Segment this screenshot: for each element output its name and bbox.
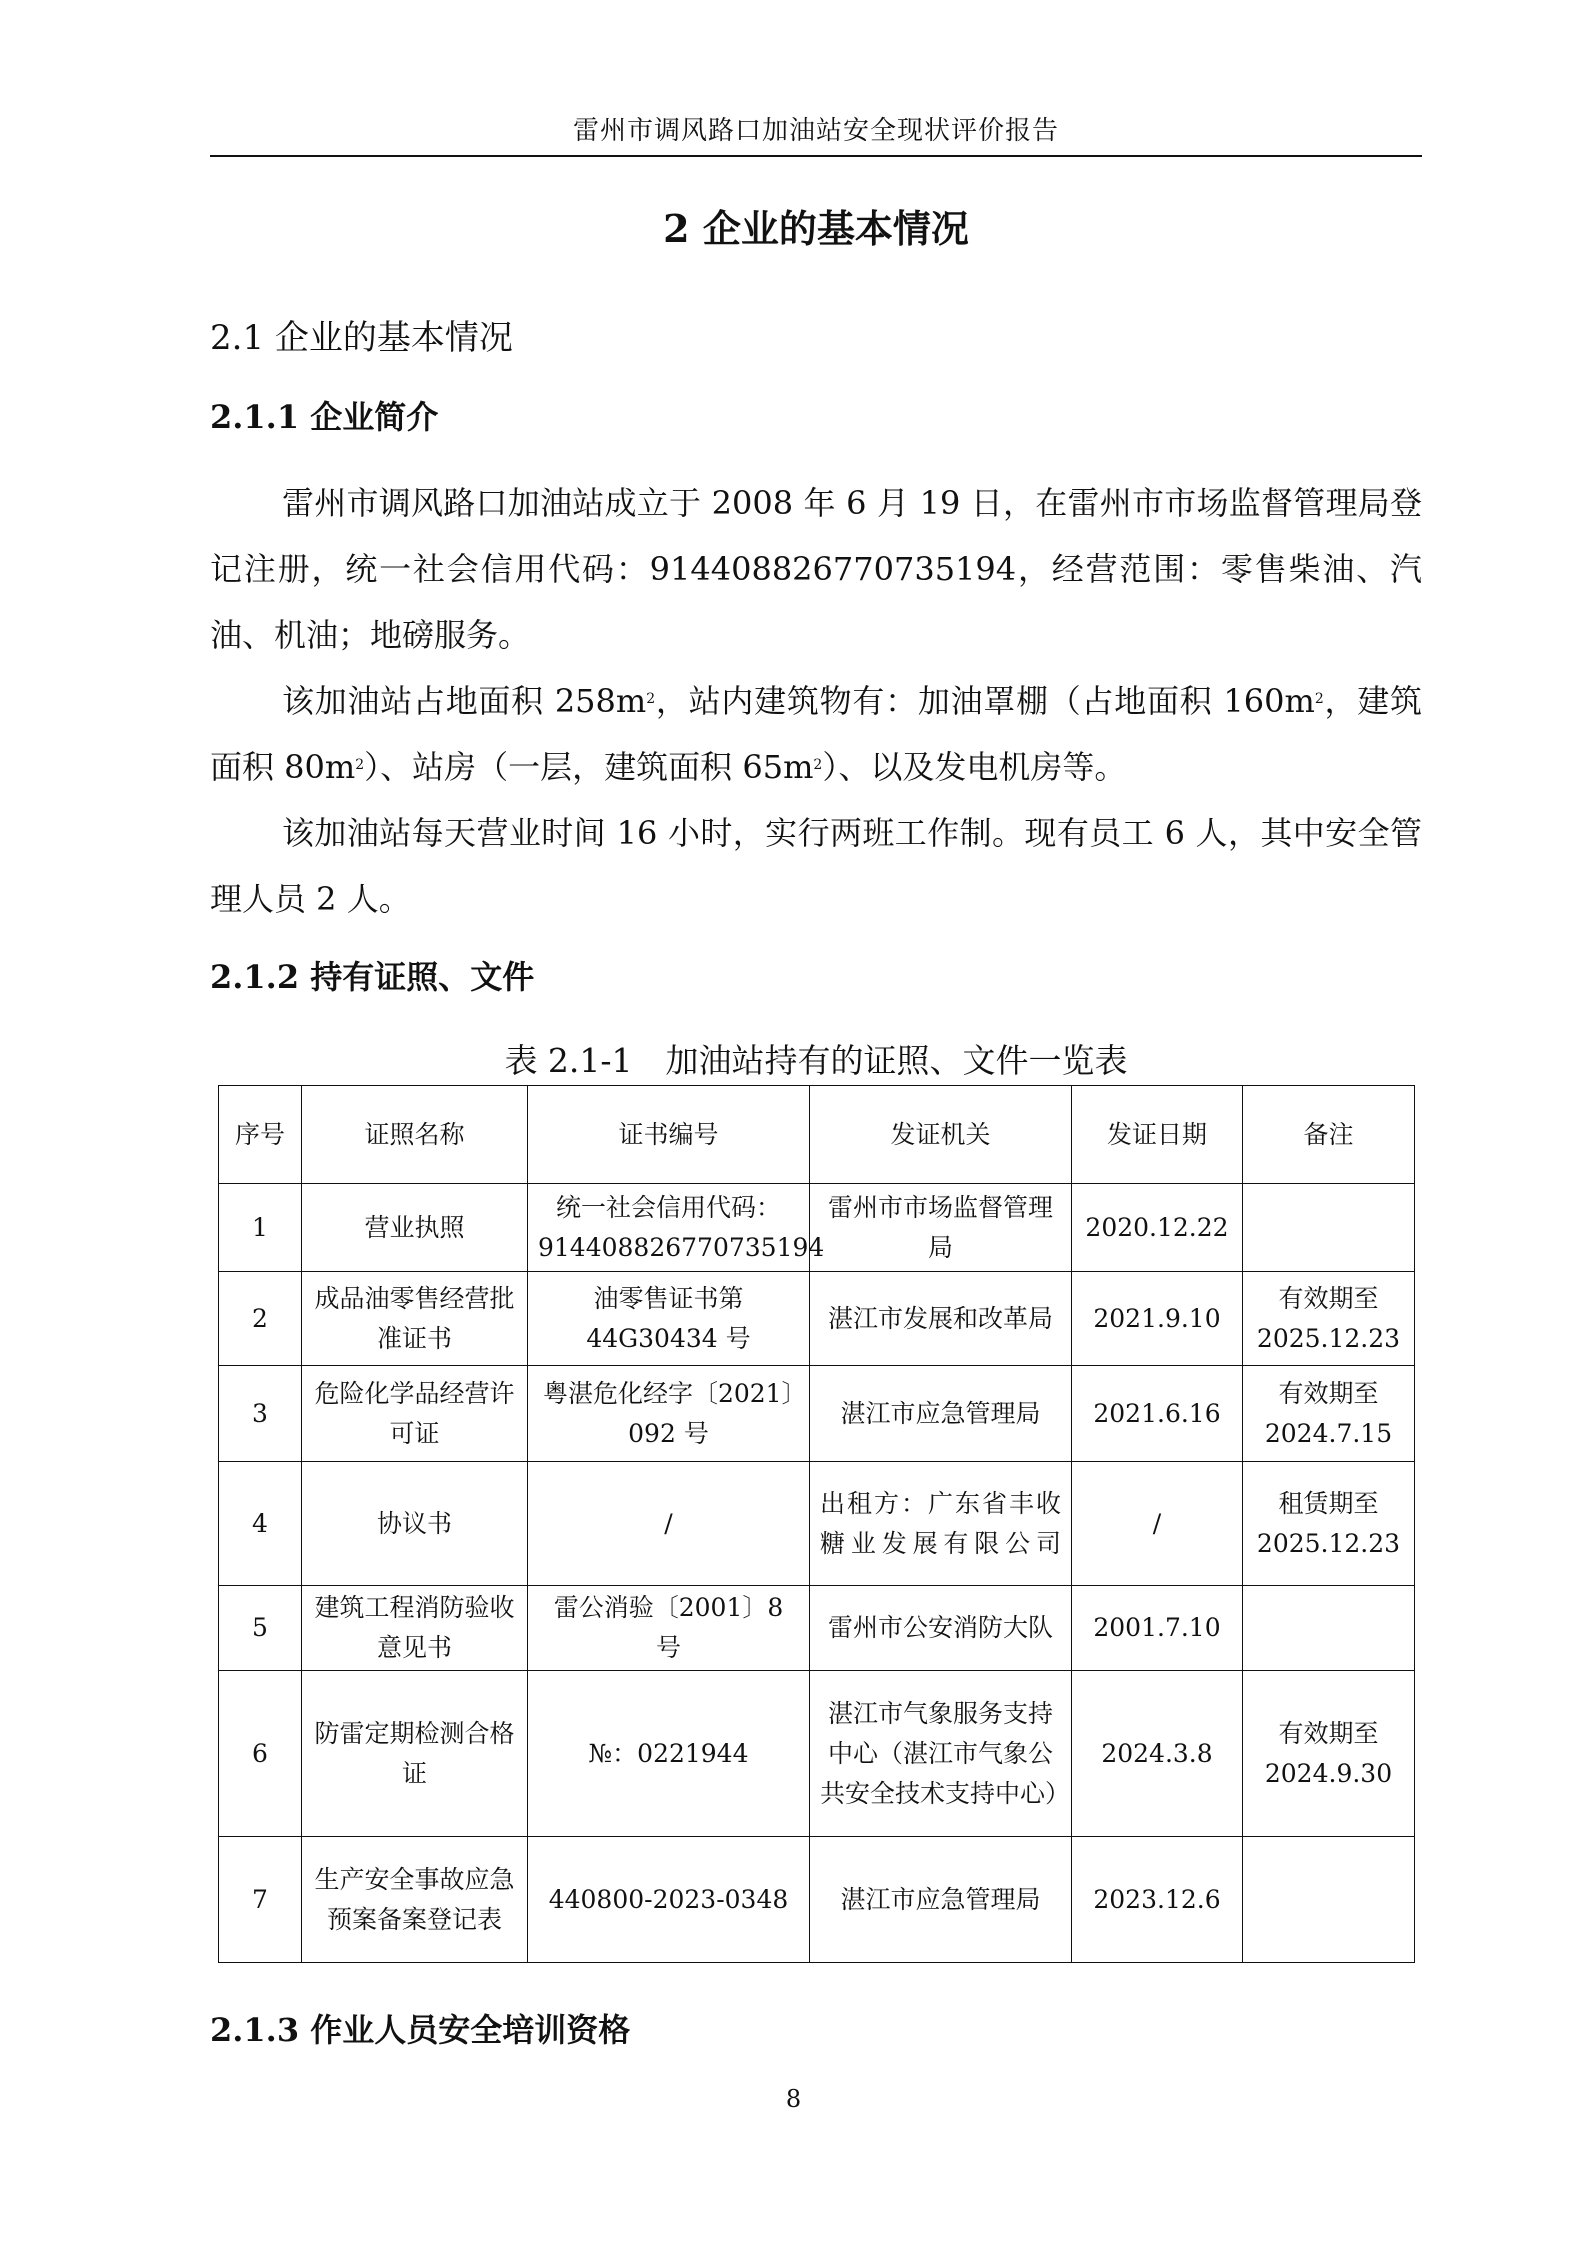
cell-number: 440800-2023-0348 <box>528 1837 810 1963</box>
cell-name: 生产安全事故应急预案备案登记表 <box>302 1837 528 1963</box>
cell-issuer: 湛江市应急管理局 <box>810 1837 1072 1963</box>
superscript: 2 <box>646 691 656 707</box>
col-header-remarks: 备注 <box>1243 1086 1415 1184</box>
cell-date: 2021.6.16 <box>1072 1366 1243 1462</box>
cell-index: 4 <box>219 1462 302 1586</box>
cell-index: 3 <box>219 1366 302 1462</box>
area-text-1: 该加油站占地面积 258m <box>282 682 647 720</box>
table-row <box>219 1586 1415 1671</box>
table-row <box>219 1184 1415 1272</box>
cell-issuer: 湛江市发展和改革局 <box>810 1272 1072 1366</box>
cell-issuer: 雷州市市场监督管理局 <box>810 1184 1072 1272</box>
cell-number: №：0221944 <box>528 1671 810 1837</box>
superscript: 2 <box>1314 691 1324 707</box>
cell-date: 2024.3.8 <box>1072 1671 1243 1837</box>
superscript: 2 <box>355 757 365 773</box>
cell-remarks: 有效期至 2024.7.15 <box>1243 1366 1415 1462</box>
paragraph-intro: 雷州市调风路口加油站成立于 2008 年 6 月 19 日，在雷州市市场监督管理局登记注册，统一社会信用代码：914408826770735194，经营范围：零售柴油、汽油、机油；地磅服务。 <box>210 484 1422 654</box>
cell-remarks: 租赁期至 2025.12.23 <box>1243 1462 1415 1586</box>
cell-issuer: 出租方：广东省丰收糖业发展有限公司 <box>810 1462 1072 1586</box>
paragraph-staff: 该加油站每天营业时间 16 小时，实行两班工作制。现有员工 6 人，其中安全管理人员 2 人。 <box>210 814 1422 918</box>
cell-number: 粤湛危化经字〔2021〕092 号 <box>528 1366 810 1462</box>
table-row <box>219 1462 1415 1586</box>
cell-remarks: 有效期至 2025.12.23 <box>1243 1272 1415 1366</box>
chapter-title: 2 企业的基本情况 <box>663 206 969 251</box>
cell-date: 2021.9.10 <box>1072 1272 1243 1366</box>
cell-date: 2001.7.10 <box>1072 1586 1243 1671</box>
table-header-row <box>219 1086 1415 1184</box>
table-row <box>219 1366 1415 1462</box>
cell-date: / <box>1072 1462 1243 1586</box>
col-header-issuer: 发证机关 <box>810 1086 1072 1184</box>
cell-number: 油零售证书第 44G30434 号 <box>528 1272 810 1366</box>
cell-name: 建筑工程消防验收意见书 <box>302 1586 528 1671</box>
page-number: 8 <box>785 2085 802 2113</box>
cell-issuer: 湛江市气象服务支持中心（湛江市气象公共安全技术支持中心） <box>810 1671 1072 1837</box>
cell-name: 协议书 <box>302 1462 528 1586</box>
cell-date: 2020.12.22 <box>1072 1184 1243 1272</box>
section-title: 2.1 企业的基本情况 <box>210 318 513 358</box>
cell-index: 6 <box>219 1671 302 1837</box>
table-caption: 表 2.1-1 加油站持有的证照、文件一览表 <box>504 1041 1128 1080</box>
cell-date: 2023.12.6 <box>1072 1837 1243 1963</box>
area-text-5: ）、以及发电机房等。 <box>822 748 1127 786</box>
subsection-title-2-1-3: 2.1.3 作业人员安全培训资格 <box>210 2011 631 2049</box>
cell-remarks <box>1243 1586 1415 1671</box>
certificates-table <box>218 1085 1415 1963</box>
col-header-name: 证照名称 <box>302 1086 528 1184</box>
cell-remarks: 有效期至 2024.9.30 <box>1243 1671 1415 1837</box>
cell-index: 2 <box>219 1272 302 1366</box>
cell-index: 5 <box>219 1586 302 1671</box>
col-header-index: 序号 <box>219 1086 302 1184</box>
area-text-4: ）、站房（一层，建筑面积 65m <box>364 748 814 786</box>
cell-number: 雷公消验〔2001〕8 号 <box>528 1586 810 1671</box>
col-header-number: 证书编号 <box>528 1086 810 1184</box>
cell-remarks <box>1243 1837 1415 1963</box>
cell-number: 统一社会信用代码：914408826770735194 <box>528 1184 810 1272</box>
area-text-3: ，建筑面积 80m <box>210 682 1422 786</box>
cell-remarks <box>1243 1184 1415 1272</box>
col-header-date: 发证日期 <box>1072 1086 1243 1184</box>
cell-name: 成品油零售经营批准证书 <box>302 1272 528 1366</box>
subsection-title-2-1-1: 2.1.1 企业简介 <box>210 398 439 436</box>
table-row <box>219 1272 1415 1366</box>
cell-issuer: 湛江市应急管理局 <box>810 1366 1072 1462</box>
area-text-2: ，站内建筑物有：加油罩棚（占地面积 160m <box>655 682 1315 720</box>
cell-name: 营业执照 <box>302 1184 528 1272</box>
cell-number: / <box>528 1462 810 1586</box>
cell-name: 危险化学品经营许可证 <box>302 1366 528 1462</box>
subsection-title-2-1-2: 2.1.2 持有证照、文件 <box>210 958 535 996</box>
cell-name: 防雷定期检测合格证 <box>302 1671 528 1837</box>
paragraph-area <box>210 668 1422 800</box>
table-row <box>219 1837 1415 1963</box>
header-rule <box>210 155 1422 157</box>
cell-index: 7 <box>219 1837 302 1963</box>
running-header: 雷州市调风路口加油站安全现状评价报告 <box>572 116 1059 146</box>
table-row <box>219 1671 1415 1837</box>
cell-issuer: 雷州市公安消防大队 <box>810 1586 1072 1671</box>
superscript: 2 <box>813 757 823 773</box>
cell-index: 1 <box>219 1184 302 1272</box>
